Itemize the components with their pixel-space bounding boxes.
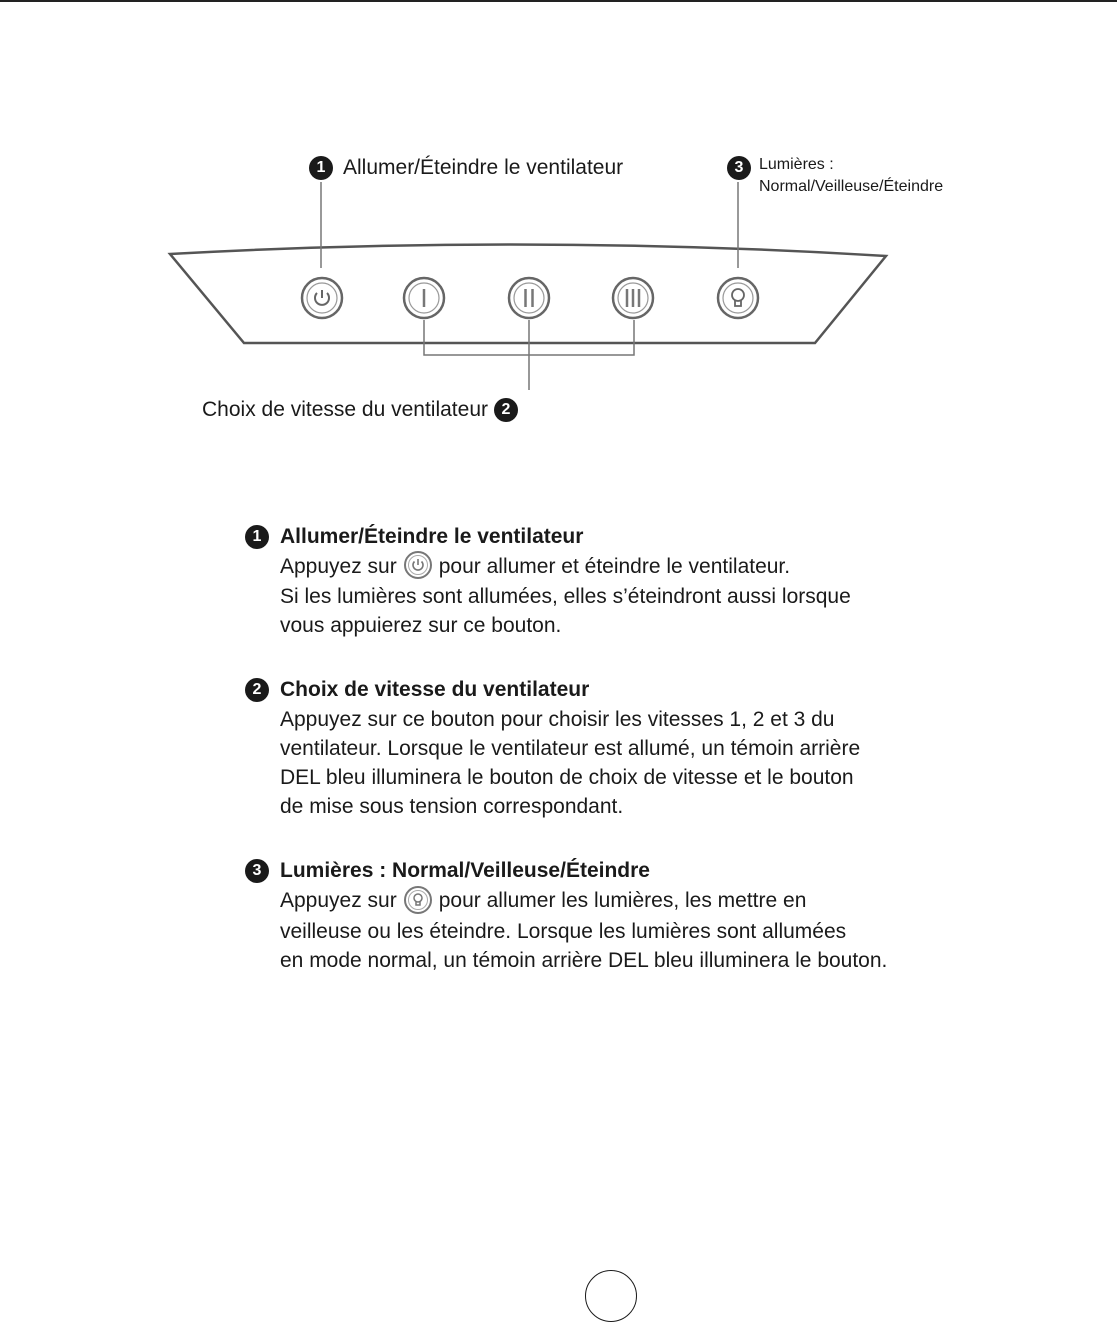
number-badge: 3 <box>245 859 269 883</box>
control-panel-diagram <box>0 0 1117 460</box>
page-number-circle <box>585 1270 637 1322</box>
instruction-speed <box>245 675 965 821</box>
body-line: Appuyez sur ce bouton pour choisir les vitesses 1, 2 et 3 du <box>280 708 835 732</box>
callout-power <box>309 156 623 180</box>
body-text: Appuyez sur <box>280 555 397 578</box>
callout-lights-label <box>759 154 943 198</box>
power-icon <box>403 550 433 580</box>
number-badge: 1 <box>309 156 333 180</box>
body-line: de mise sous tension correspondant. <box>280 795 624 819</box>
callout-speed <box>202 398 518 422</box>
body-line: DEL bleu illuminera le bouton de choix de vitesse et le bouton <box>280 766 854 790</box>
section-body <box>280 886 965 974</box>
instruction-power <box>245 522 965 640</box>
number-badge: 3 <box>727 156 751 180</box>
power-button[interactable] <box>302 278 342 318</box>
body-line <box>280 886 965 916</box>
body-line: Si les lumières sont allumées, elles s’éteindront aussi lorsque <box>280 585 851 609</box>
section-heading <box>245 522 965 552</box>
instructions-list <box>245 522 965 1010</box>
callout-lights <box>727 154 943 198</box>
body-line: en mode normal, un témoin arrière DEL bleu illuminera le bouton. <box>280 948 888 972</box>
callout-lights-line2: Normal/Veilleuse/Éteindre <box>759 178 944 195</box>
light-button[interactable] <box>718 278 758 318</box>
body-line: veilleuse ou les éteindre. Lorsque les lumières sont allumées <box>280 919 847 943</box>
callout-speed-label: Choix de vitesse du ventilateur <box>202 398 488 421</box>
speed-1-button[interactable] <box>404 278 444 318</box>
section-title: Lumières : Normal/Veilleuse/Éteindre <box>280 859 650 883</box>
control-panel-svg <box>0 0 1117 460</box>
body-line: vous appuierez sur ce bouton. <box>280 614 562 638</box>
body-line <box>280 552 965 582</box>
section-title: Allumer/Éteindre le ventilateur <box>280 525 584 548</box>
section-heading <box>245 856 965 886</box>
section-heading <box>245 675 965 705</box>
section-title: Choix de vitesse du ventilateur <box>280 678 590 702</box>
number-badge: 1 <box>245 525 269 549</box>
instruction-lights <box>245 856 965 974</box>
body-text: Appuyez sur <box>280 889 397 913</box>
callout-lights-line1: Lumières : <box>759 156 834 173</box>
lightbulb-icon <box>403 885 433 915</box>
number-badge: 2 <box>245 678 269 702</box>
body-line: ventilateur. Lorsque le ventilateur est allumé, un témoin arrière <box>280 737 861 761</box>
body-text: pour allumer et éteindre le ventilateur. <box>438 555 791 578</box>
section-body <box>280 552 965 640</box>
speed-3-button[interactable] <box>613 278 653 318</box>
speed-2-button[interactable] <box>509 278 549 318</box>
callout-power-label: Allumer/Éteindre le ventilateur <box>343 156 624 179</box>
section-body <box>280 705 965 821</box>
body-text: pour allumer les lumières, les mettre en <box>438 889 807 913</box>
number-badge: 2 <box>494 398 518 422</box>
